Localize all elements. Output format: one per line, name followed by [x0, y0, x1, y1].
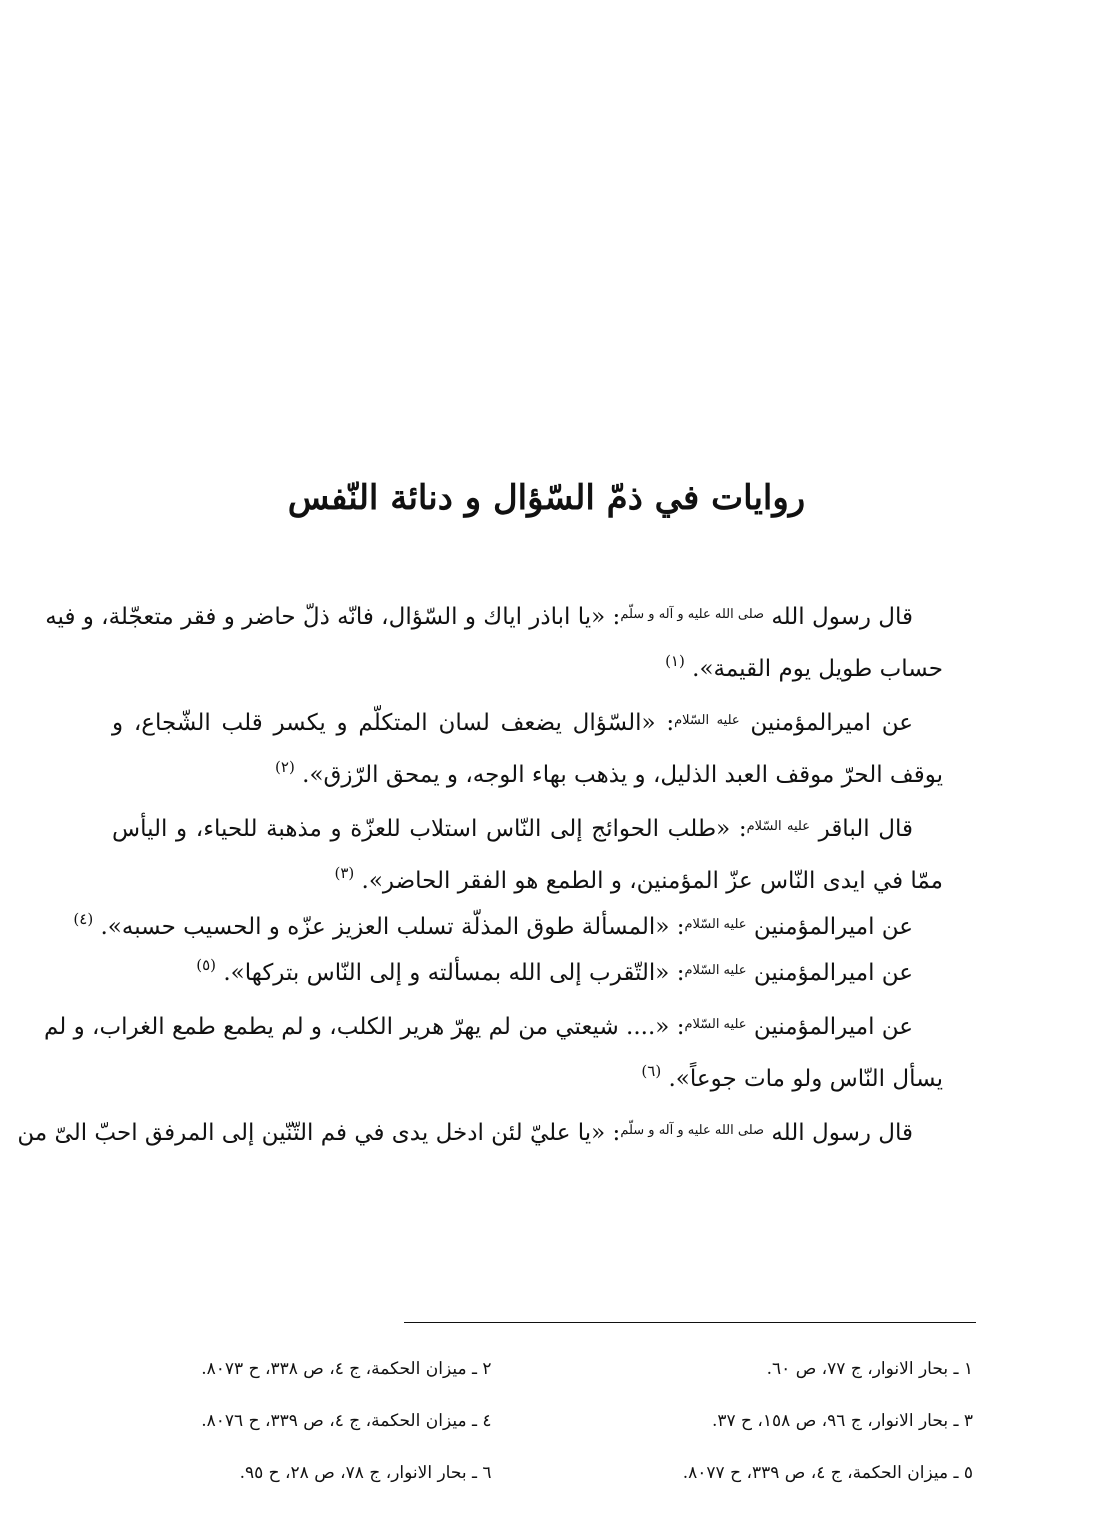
- footnote-ref: (٣): [334, 864, 355, 882]
- narration-text: «.... شيعتي من لم يهرّ هرير الكلب، و لم يطمع طمع الغراب، و لم: [43, 1014, 670, 1040]
- narration-text: «يا اباذر اياك و السّؤال، فانّه ذلّ حاضر و فقر متعجّلة، و فيه: [45, 604, 606, 630]
- footnote-3: ٣ ـ بحار الانوار، ج ٩٦، ص ١٥٨، ح ٣٧.: [711, 1411, 973, 1431]
- honorific-imam: عليه السّلام: [746, 819, 810, 834]
- narration-2-line-1: عن اميرالمؤمنين $^{عليه السّلام}$: «السّؤال يضعف لسان المتكلّم و يكسر قلب الشّجاع، و: [112, 710, 914, 736]
- honorific-prophet: صلى الله عليه و آله و سلّم: [620, 607, 765, 622]
- narration-6-line-2: [112, 1048, 943, 1094]
- page-title: روايات في ذمّ السّؤال و دنائة النّفس: [287, 478, 806, 518]
- narration-3-line-2: [112, 850, 943, 896]
- narration-3-line-1: قال الباقر $^{عليه السّلام}$: «طلب الحوائج إلى النّاس استلاب للعزّة و مذهبة للحياء، و اليأس: [112, 816, 914, 842]
- footnote-ref: (٥): [196, 956, 217, 974]
- narration-speaker: قال رسول الله: [771, 1120, 913, 1146]
- footnote-1: ١ ـ بحار الانوار، ج ٧٧، ص ٦٠.: [766, 1359, 973, 1379]
- honorific-imam: عليه السّلام: [684, 963, 747, 978]
- footnote-ref: (٤): [73, 910, 94, 928]
- narration-speaker: عن اميرالمؤمنين: [750, 710, 914, 736]
- narration-speaker: عن اميرالمؤمنين: [753, 960, 913, 986]
- footnotes: [150, 1352, 973, 1490]
- narration-speaker: قال رسول الله: [771, 604, 913, 630]
- narration-speaker: عن اميرالمؤمنين: [753, 914, 913, 940]
- footnote-6: ٦ ـ بحار الانوار، ج ٧٨، ص ٢٨، ح ٩٥.: [239, 1463, 492, 1483]
- narration-2-line-2: [112, 744, 943, 790]
- footnote-2: ٢ ـ ميزان الحكمة، ج ٤، ص ٣٣٨، ح ٨٠٧٣.: [201, 1359, 492, 1379]
- narration-text: حساب طويل يوم القيمة».: [692, 656, 943, 682]
- narration-6-line-1: عن اميرالمؤمنين $^{عليه السّلام}$: «.... شيعتي من لم يهرّ هرير الكلب، و لم يطمع طمع الغراب، و لم: [43, 1014, 913, 1040]
- honorific-prophet: صلى الله عليه و آله و سلّم: [620, 1123, 765, 1138]
- narration-1-line-2: [112, 638, 943, 684]
- narration-5-line-1: عن اميرالمؤمنين $^{عليه السّلام}$: «التّقرب إلى الله بمسألته و إلى النّاس بتركها». $^{(٥)}$: [196, 956, 913, 986]
- narration-speaker: قال الباقر: [818, 816, 914, 842]
- footnote-ref: (١): [665, 652, 685, 670]
- narration-4-line-1: عن اميرالمؤمنين $^{عليه السّلام}$: «المسألة طوق المذلّة تسلب العزيز عزّه و الحسيب حسبه». $^{(٤)}$: [73, 910, 913, 940]
- narration-text: يوقف الحرّ موقف العبد الذليل، و يذهب بهاء الوجه، و يمحق الرّزق».: [302, 762, 943, 788]
- narrations-body: [17, 592, 943, 1154]
- footnote-5: ٥ ـ ميزان الحكمة، ج ٤، ص ٣٣٩، ح ٨٠٧٧.: [682, 1463, 973, 1483]
- narration-text: يسأل النّاس ولو مات جوعاً».: [668, 1066, 943, 1092]
- narration-text: «طلب الحوائج إلى النّاس استلاب للعزّة و مذهبة للحياء، و اليأس: [112, 816, 731, 842]
- narration-text: «المسألة طوق المذلّة تسلب العزيز عزّه و الحسيب حسبه».: [100, 914, 670, 940]
- footnote-ref: (٦): [641, 1062, 662, 1080]
- narration-speaker: عن اميرالمؤمنين: [753, 1014, 913, 1040]
- narration-text: «التّقرب إلى الله بمسألته و إلى النّاس بتركها».: [223, 960, 670, 986]
- narration-text: «يا عليّ لئن ادخل يدى في فم التّنّين إلى المرفق احبّ الىّ من: [17, 1120, 606, 1146]
- narration-text: «السّؤال يضعف لسان المتكلّم و يكسر قلب الشّجاع، و: [112, 710, 656, 736]
- honorific-imam: عليه السّلام: [674, 713, 740, 728]
- footnote-4: ٤ ـ ميزان الحكمة، ج ٤، ص ٣٣٩، ح ٨٠٧٦.: [201, 1411, 492, 1431]
- narration-1-line-1: قال رسول الله $^{صلى الله عليه و آله و سلّم}$: «يا اباذر اياك و السّؤال، فانّه ذلّ حاضر و فقر متعجّلة، و فيه: [45, 604, 913, 630]
- footnote-ref: (٢): [275, 758, 295, 776]
- narration-text: ممّا في ايدى النّاس عزّ المؤمنين، و الطمع هو الفقر الحاضر».: [361, 868, 943, 894]
- honorific-imam: عليه السّلام: [684, 917, 747, 932]
- narration-7-line-1: قال رسول الله $^{صلى الله عليه و آله و سلّم}$: «يا عليّ لئن ادخل يدى في فم التّنّين إلى المرفق احبّ الىّ من: [17, 1120, 913, 1146]
- honorific-imam: عليه السّلام: [684, 1017, 747, 1032]
- footnote-divider: [404, 1322, 976, 1323]
